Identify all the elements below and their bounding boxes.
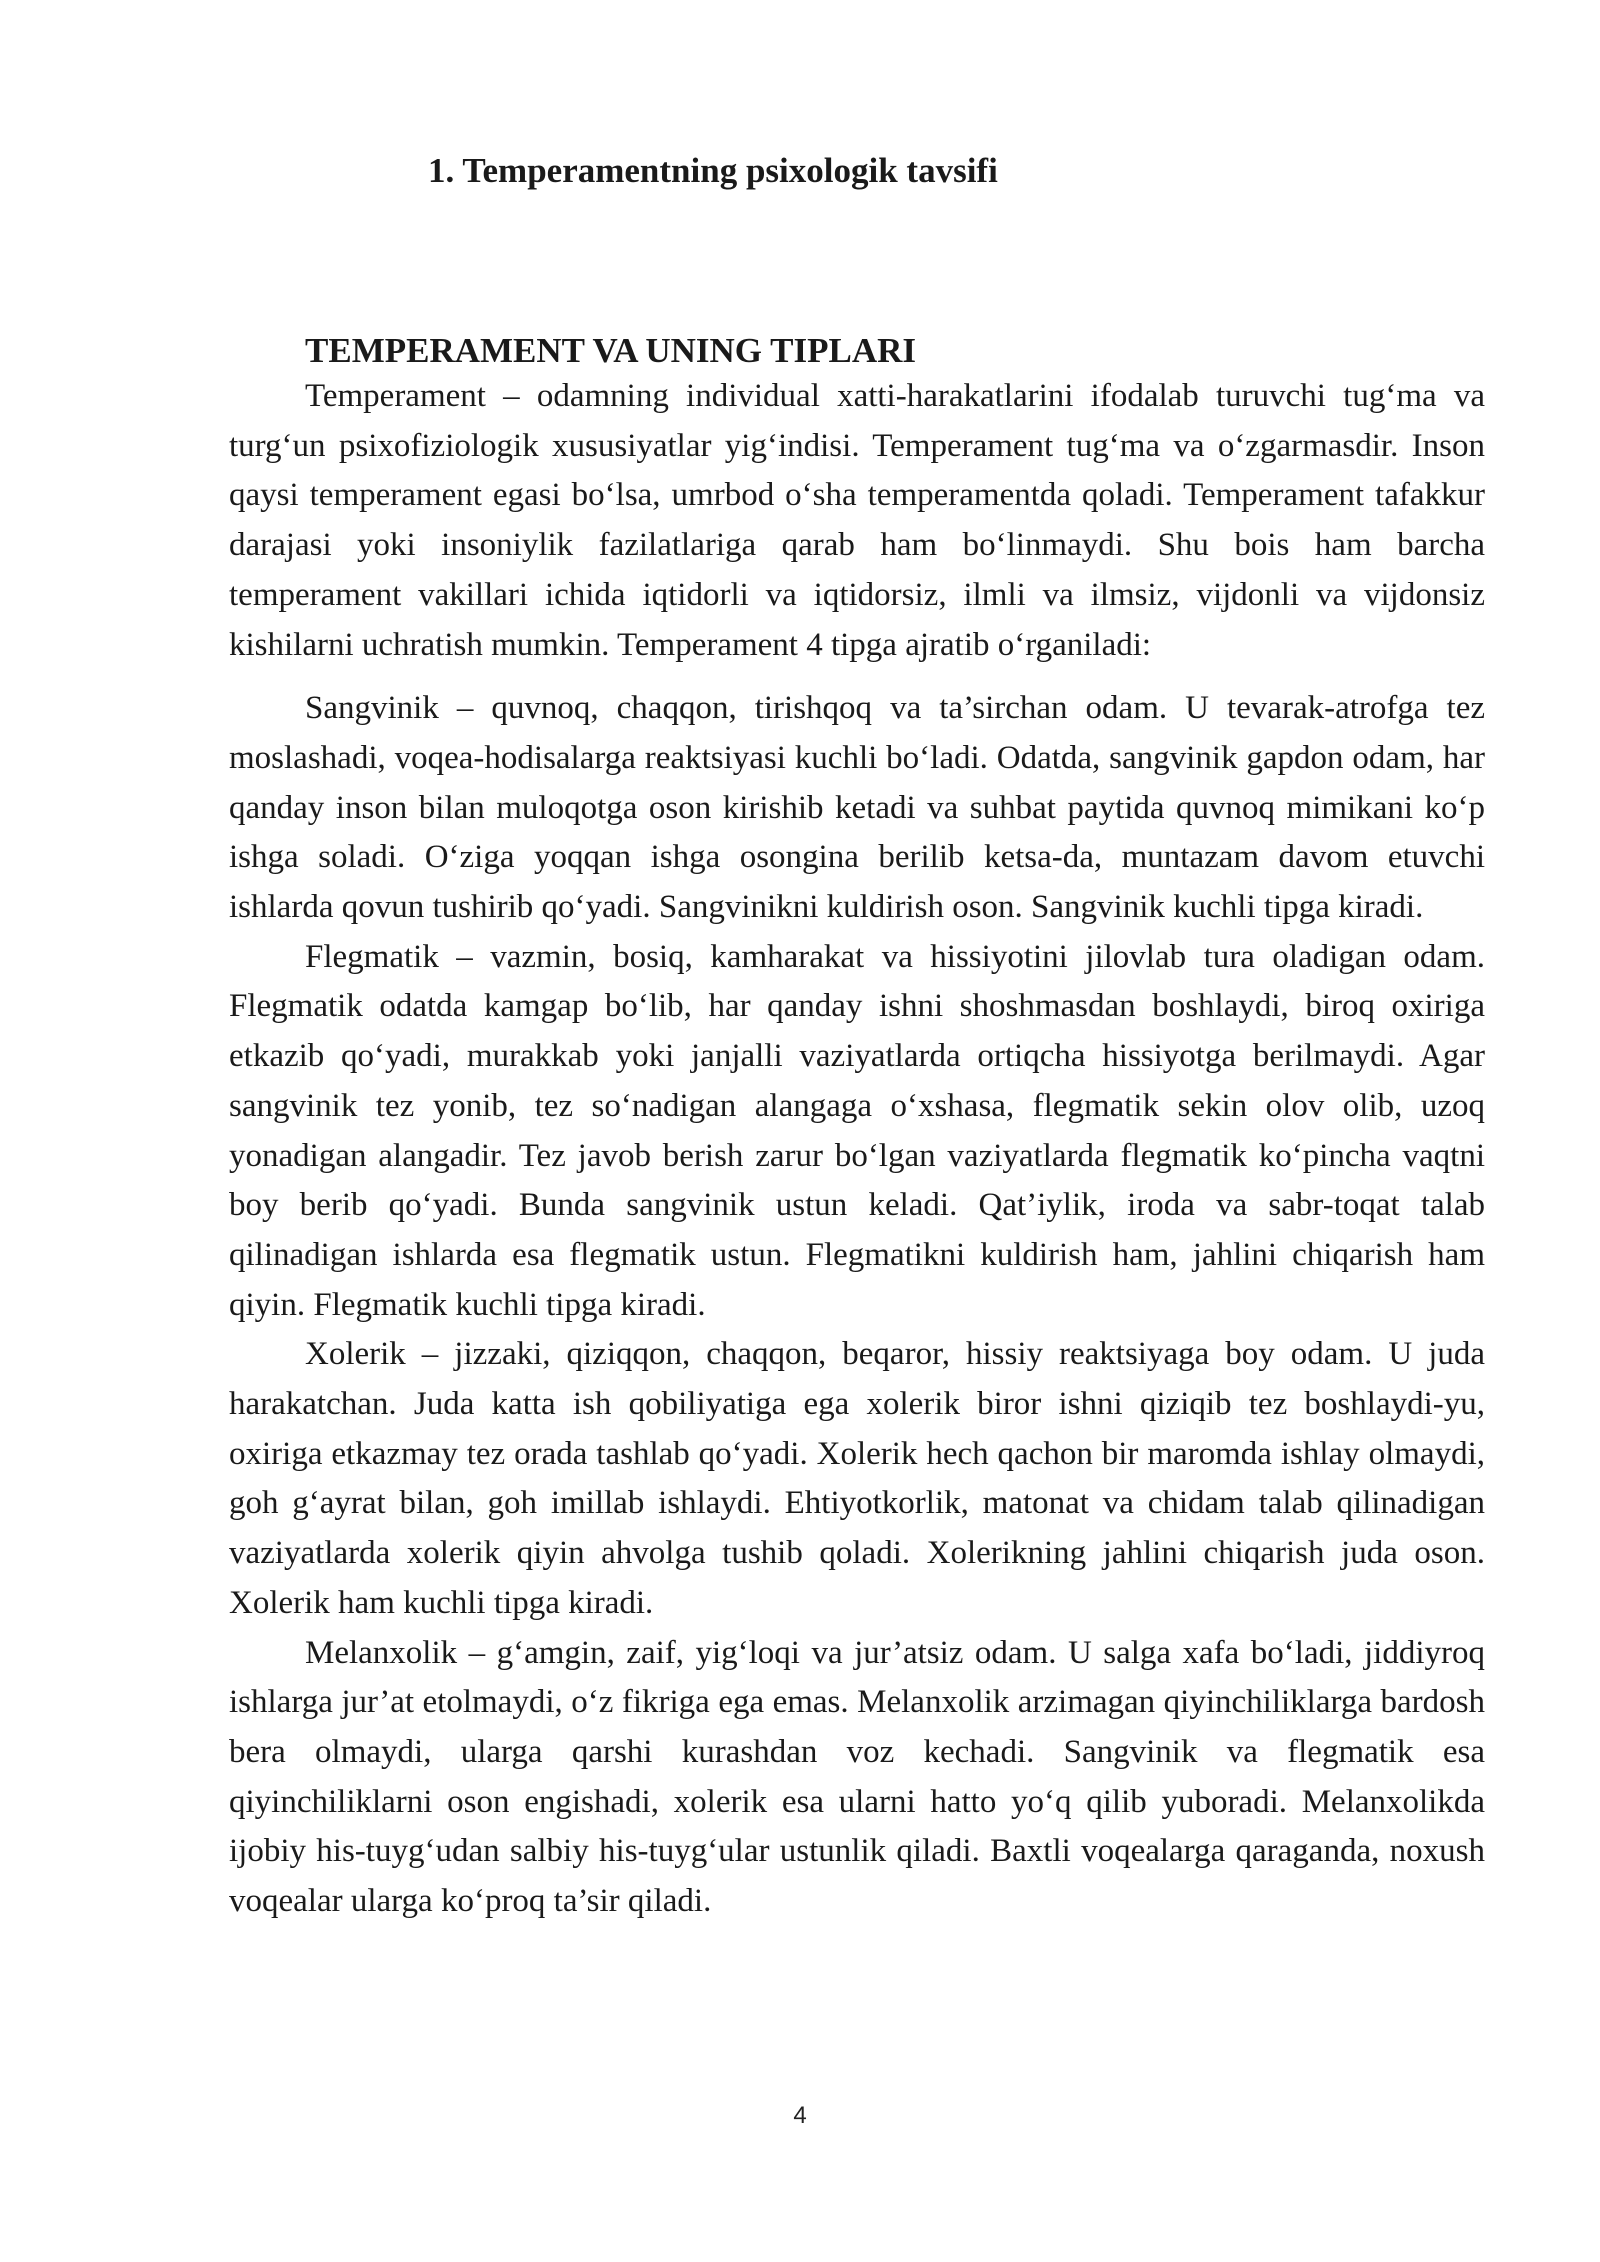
paragraph-melanxolik: Melanxolik – g‘amgin, zaif, yig‘loqi va jur’atsiz odam. U salga xafa bo‘ladi, jiddiyroq ishlarga jur’at etolmaydi, o‘z fikriga ega emas. Melanxolik arzimagan qiyinchiliklarga bardosh bera olmaydi, ularga qarshi kurashdan voz kechadi. Sangvinik va flegmatik esa qiyinchiliklarni oson engishadi, xolerik esa ularni hatto yo‘q qilib yuboradi. Melanxolikda ijobiy his-tuyg‘udan salbiy his-tuyg‘ular ustunlik qiladi. Baxtli voqealarga qaraganda, noxush voqealar ularga ko‘proq ta’sir qiladi. <box>229 1634 1485 1920</box>
section-heading: TEMPERAMENT VA UNING TIPLARI <box>305 331 916 370</box>
paragraph-flegmatik: Flegmatik – vazmin, bosiq, kamharakat va hissiyotini jilovlab tura oladigan odam. Flegmatik odatda kamgap bo‘lib, har qanday ishni shoshmasdan boshlaydi, biroq oxiriga etkazib qo‘yadi, murakkab yoki janjalli vaziyatlarda ortiqcha hissiyotga berilmaydi. Agar sangvinik tez yonib, tez so‘nadigan alangaga o‘xshasa, flegmatik sekin olov olib, uzoq yonadigan alangadir. Tez javob berish zarur bo‘lgan vaziyatlarda flegmatik ko‘pincha vaqtni boy berib qo‘yadi. Bunda sangvinik ustun keladi. Qat’iylik, iroda va sabr-toqat talab qilinadigan ishlarda esa flegmatik ustun. Flegmatikni kuldirish ham, jahlini chiqarish ham qiyin. Flegmatik kuchli tipga kiradi. <box>229 938 1485 1323</box>
paragraph-temperament-definition: Temperament – odamning individual xatti-harakatlarini ifodalab turuvchi tug‘ma va turg‘un psixofiziologik xususiyatlar yig‘indisi. Temperament tug‘ma va o‘zgarmasdir. Inson qaysi temperament egasi bo‘lsa, umrbod o‘sha temperamentda qoladi. Temperament tafakkur darajasi yoki insoniylik fazilatlariga qarab ham bo‘linmaydi. Shu bois ham barcha temperament vakillari ichida iqtidorli va iqtidorsiz, ilmli va ilmsiz, vijdonli va vijdonsiz kishilarni uchratish mumkin. Temperament 4 tipga ajratib o‘rganiladi: <box>229 378 1485 663</box>
page-number: 4 <box>793 2102 807 2129</box>
paragraph-sangvinik: Sangvinik – quvnoq, chaqqon, tirishqoq va ta’sirchan odam. U tevarak-atrofga tez moslashadi, voqea-hodisalarga reaktsiyasi kuchli bo‘ladi. Odatda, sangvinik gapdon odam, har qanday inson bilan muloqotga oson kirishib ketadi va suhbat paytida quvnoq mimikani ko‘p ishga soladi. O‘ziga yoqqan ishga osongina berilib ketsa-da, muntazam davom etuvchi ishlarda qovun tushirib qo‘yadi. Sangvinikni kuldirish oson. Sangvinik kuchli tipga kiradi. <box>229 690 1485 926</box>
chapter-title: 1. Temperamentning psixologik tavsifi <box>428 151 998 190</box>
paragraph-xolerik: Xolerik – jizzaki, qiziqqon, chaqqon, beqaror, hissiy reaktsiyaga boy odam. U juda harakatchan. Juda katta ish qobiliyatiga ega xolerik biror ishni qiziqib tez boshlaydi-yu, oxiriga etkazmay tez orada tashlab qo‘yadi. Xolerik hech qachon bir maromda ishlay olmaydi, goh g‘ayrat bilan, goh imillab ishlaydi. Ehtiyotkorlik, matonat va chidam talab qilinadigan vaziyatlarda xolerik qiyin ahvolga tushib qoladi. Xolerikning jahlini chiqarish juda oson. Xolerik ham kuchli tipga kiradi. <box>229 1336 1485 1621</box>
page-content <box>229 330 1485 1927</box>
